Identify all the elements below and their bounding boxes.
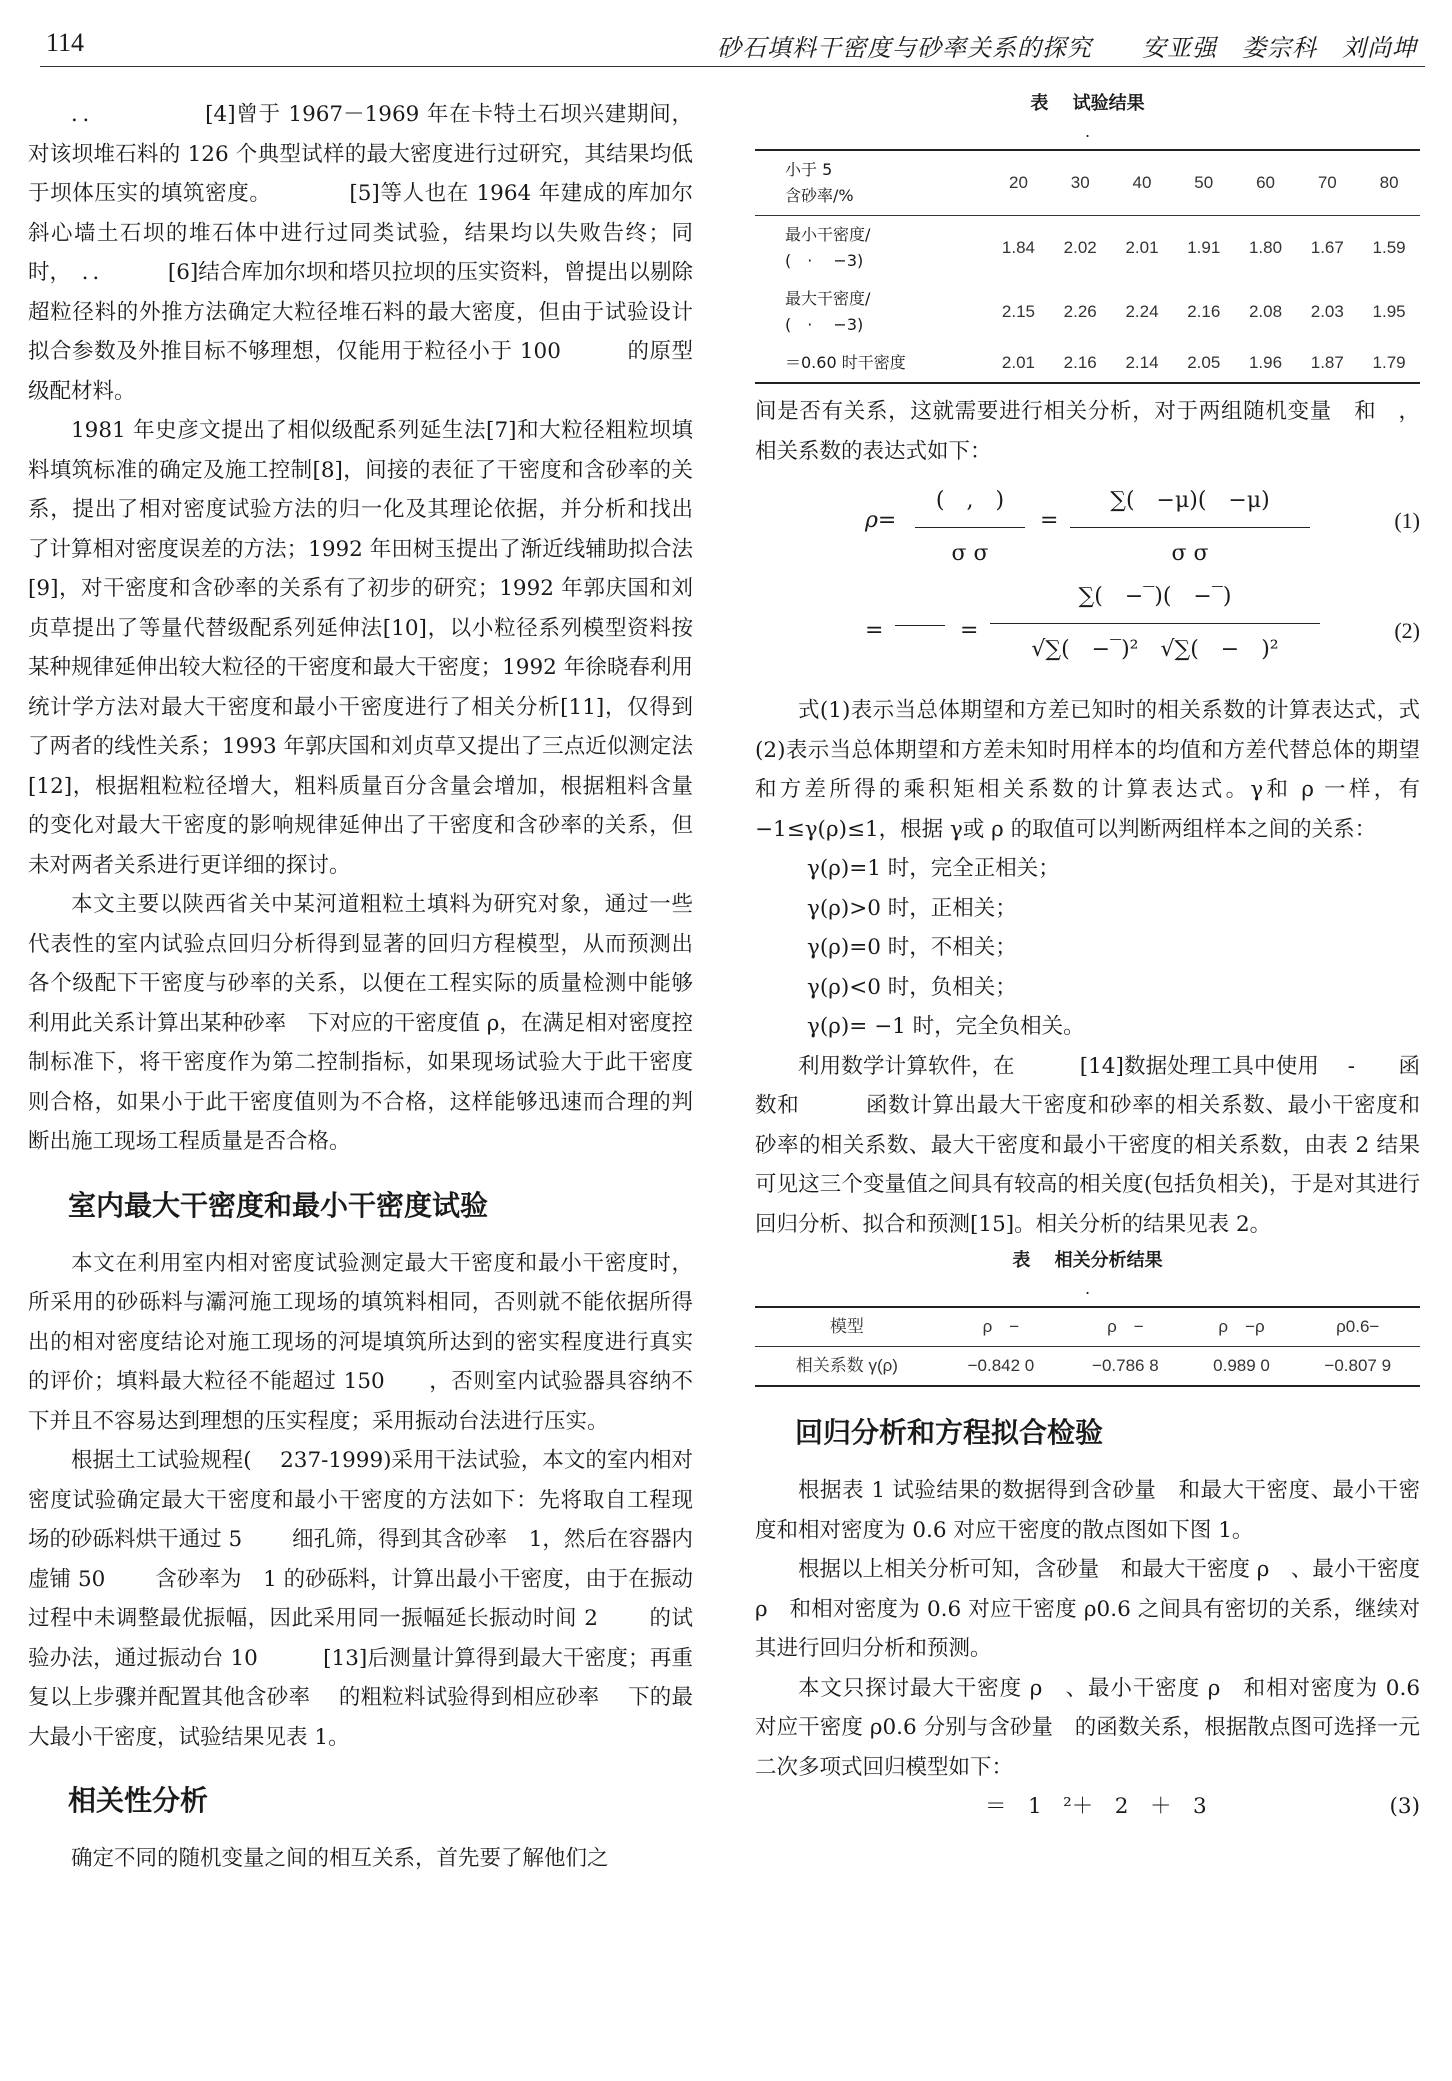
paragraph: 本文只探讨最大干密度 ρ 、最小干密度 ρ 和相对密度为 0.6 对应干密度 ρ0.6 分别与含砂量 的函数关系，根据散点图可选择一元二次多项式回归模型如下： <box>755 1675 1420 1780</box>
table-header-cell: 50 <box>1173 150 1235 216</box>
paragraph: ．． [4]曾于 1967－1969 年在卡特土石坝兴建期间，对该坝堆石料的 126 个典型试样的最大密度进行过研究，其结果均低于坝体压实的填筑密度。 [5]等人也在 1964 年建成的库加尔斜心墙土石坝的堆石体中进行过同类试验，结果均以失败告终；同时， ．． [6]结合库加尔坝和塔贝拉坝的压实资料，曾提出以剔除超粒径料的外推方法确定大粒径堆石料的最大密度，但由于试验设计拟合参数及外推目标不够理想，仅能用于粒径小于 100 的原型级配材料。 <box>28 102 693 404</box>
paragraph: 间是否有关系，这就需要进行相关分析，对于两组随机变量 和 ，相关系数的表达式如下： <box>755 399 1420 464</box>
table-cell: 2.15 <box>1001 302 1035 321</box>
table-cell: 1.59 <box>1372 238 1406 257</box>
section-heading: 相关性分析 <box>68 1784 209 1817</box>
paragraph: 1981 年史彦文提出了相似级配系列延生法[7]和大粒径粗粒坝填料填筑标准的确定及施工控制[8]，间接的表征了干密度和含砂率的关系，提出了相对密度试验方法的归一化及其理论依据，并分析和找出了计算相对密度误差的方法；1992 年田树玉提出了渐近线辅助拟合法[9]，对干密度和含砂率的关系有了初步的研究；1992 年郭庆国和刘贞草提出了等量代替级配系列延伸法[10]，以小粒径系列模型资料按某种规律延伸出较大粒径的干密度和最大干密度；1992 年徐晓春利用统计学方法对最大干密度和最小干密度进行了相关分析[11]，仅得到了两者的线性关系；1993 年郭庆国和刘贞草又提出了三点近似测定法[12]，根据粗粒粒径增大，粗料质量百分含量会增加，根据粗料含量的变化对最大干密度的影响规律延伸出了干密度和含砂率的关系，但未对两者关系进行更详细的探讨。 <box>28 418 693 878</box>
table-subtitle: . <box>1084 1279 1091 1298</box>
eq-denominator: σ σ <box>1171 540 1209 566</box>
eq-expression: ＝ 1 ²＋ 2 ＋ 3 <box>985 1794 1207 1819</box>
table-cell: 1.84 <box>1001 238 1035 257</box>
eq-denominator: √∑( −‾)² √∑( − )² <box>1031 636 1279 662</box>
section-heading: 室内最大干密度和最小干密度试验 <box>68 1188 489 1222</box>
results-table <box>755 149 1420 384</box>
table-header-row <box>755 150 1420 216</box>
equation-number: (1) <box>1394 508 1420 533</box>
table-header-cell: 30 <box>1049 150 1111 216</box>
table-1 <box>755 91 1420 384</box>
table-cell: 2.16 <box>1187 302 1221 321</box>
table-cell: 2.26 <box>1063 302 1097 321</box>
table-header-cell: ρ − <box>1063 1307 1187 1347</box>
paragraph: 式(1)表示当总体期望和方差已知时的相关系数的计算表达式，式(2)表示当总体期望和方差未知时用样本的均值和方差代替总体的期望和方差所得的乘积矩相关系数的计算表达式。γ和 ρ 一样，有 −1≤γ(ρ)≤1，根据 γ或 ρ 的取值可以判断两组样本之间的关系： <box>755 698 1420 842</box>
table-cell: 2.05 <box>1173 344 1235 383</box>
table-header-cell <box>755 150 988 216</box>
condition-item: γ(ρ)=0 时，不相关； <box>807 935 1017 960</box>
eq-symbol: = <box>865 618 884 643</box>
table-cell: 1.67 <box>1310 238 1344 257</box>
right-column <box>755 95 1420 1827</box>
page-number: 114 <box>46 28 85 57</box>
eq-fraction-bar <box>895 625 945 626</box>
equation-number: (2) <box>1394 618 1420 643</box>
table-subtitle: . <box>1084 122 1091 141</box>
equation-3 <box>755 1787 1420 1827</box>
table-title: 表 试验结果 <box>1030 93 1145 114</box>
table-cell: 2.14 <box>1111 344 1173 383</box>
paragraph: 确定不同的随机变量之间的相互关系，首先要了解他们之 <box>71 1846 609 1871</box>
table-cell: 1.96 <box>1235 344 1297 383</box>
section-heading: 回归分析和方程拟合检验 <box>795 1416 1104 1449</box>
eq-symbol: = <box>1040 508 1059 533</box>
table-header-cell: 60 <box>1235 150 1297 216</box>
table-header-cell: 模型 <box>755 1307 939 1347</box>
table-row <box>755 1347 1420 1387</box>
eq-fraction <box>1070 481 1310 573</box>
eq-symbol: = <box>960 618 979 643</box>
table-cell: −0.786 8 <box>1063 1347 1187 1387</box>
eq-fraction <box>990 577 1320 669</box>
equation-1 <box>755 471 1420 571</box>
row-label-line: 最小干密度/ <box>785 225 871 244</box>
eq-numerator: ∑( −μ)( −μ) <box>1070 481 1310 528</box>
table-row <box>755 280 1420 344</box>
condition-item: γ(ρ)<0 时，负相关； <box>807 974 1017 1000</box>
table-header-cell: 20 <box>988 150 1050 216</box>
running-title: 砂石填料干密度与砂率关系的探究 安亚强 娄宗科 刘尚坤 <box>717 34 1417 62</box>
table-header-cell: 70 <box>1296 150 1358 216</box>
paragraph: 根据以上相关分析可知，含砂量 和最大干密度 ρ 、最小干密度 ρ 和相对密度为 0.6 对应干密度 ρ0.6 之间具有密切的关系，继续对其进行回归分析和预测。 <box>755 1557 1420 1661</box>
row-label-line: 最大干密度/ <box>785 289 871 308</box>
table-header-cell: ρ − <box>939 1307 1063 1347</box>
table-cell: 0.989 0 <box>1188 1347 1296 1387</box>
paragraph: 根据土工试验规程( 237-1999)采用干法试验，本文的室内相对密度试验确定最大干密度和最小干密度的方法如下：先将取自工程现场的砂砾料烘干通过 5 细孔筛，得到其含砂率 1，然后在容器内虚铺 50 含砂率为 1 的砂砾料，计算出最小干密度，由于在振动过程中未调整最优振幅，因此采用同一振幅延长振动时间 2 的试验办法，通过振动台 10 [13]后测量计算得到最大干密度；再重复以上步骤并配置其他含砂率 的粗粒料试验得到相应砂率 下的最大最小干密度，试验结果见表 1。 <box>28 1448 693 1750</box>
table-cell: 2.01 <box>988 344 1050 383</box>
table-header-cell: 40 <box>1111 150 1173 216</box>
table-cell: −0.807 9 <box>1296 1347 1421 1387</box>
table-cell: 1.95 <box>1372 302 1406 321</box>
table-header-cell: 80 <box>1358 150 1420 216</box>
condition-item: γ(ρ)= −1 时，完全负相关。 <box>807 1014 1085 1039</box>
paragraph: 利用数学计算软件，在 [14]数据处理工具中使用 - 函数和 函数计算出最大干密度和砂率的相关系数、最小干密度和砂率的相关系数、最大干密度和最小干密度的相关系数，由表 2 结果可见这三个变量值之间具有较高的相关度(包括负相关)，于是对其进行回归分析、拟合和预测[15]。相关分析的结果见表 2。 <box>755 1053 1420 1237</box>
table-cell: 2.24 <box>1125 302 1159 321</box>
table-cell: 1.80 <box>1248 238 1283 257</box>
paragraph: 根据表 1 试验结果的数据得到含砂量 和最大干密度、最小干密度和相对密度为 0.6 对应干密度的散点图如下图 1。 <box>755 1478 1420 1543</box>
header-label: 小于 5 <box>785 160 833 179</box>
table-header-cell: ρ0.6− <box>1296 1307 1421 1347</box>
table-2 <box>755 1248 1420 1387</box>
eq-numerator: ( , ) <box>915 481 1025 528</box>
row-label: ＝0.60 时干密度 <box>755 344 988 383</box>
paragraph: 本文主要以陕西省关中某河道粗粒土填料为研究对象，通过一些代表性的室内试验点回归分析得到显著的回归方程模型，从而预测出各个级配下干密度与砂率的关系，以便在工程实际的质量检测中能够利用此关系计算出某种砂率 下对应的干密度值 ρ，在满足相对密度控制标准下，将干密度作为第二控制指标，如果现场试验大于此干密度则合格，如果小于此干密度值则为不合格，这样能够迅速而合理的判断出施工现场工程质量是否合格。 <box>28 892 693 1154</box>
table-cell: 2.01 <box>1125 238 1159 257</box>
eq-symbol: ρ= <box>865 508 897 533</box>
row-label-line: ( · −3) <box>785 251 864 270</box>
equation-number: (3) <box>1389 1794 1420 1819</box>
equation-2 <box>755 571 1420 691</box>
eq-numerator: ∑( −‾)( −‾) <box>990 577 1320 624</box>
table-cell: 2.02 <box>1063 238 1097 257</box>
condition-item: γ(ρ)>0 时，正相关； <box>807 895 1017 921</box>
table-cell: −0.842 0 <box>939 1347 1063 1387</box>
table-cell: 2.03 <box>1310 302 1344 321</box>
eq-fraction <box>915 481 1025 573</box>
table-row <box>755 216 1420 281</box>
table-title: 表 相关分析结果 <box>1012 1250 1163 1271</box>
row-label <box>755 216 988 281</box>
table-cell: 1.79 <box>1358 344 1420 383</box>
row-label: 相关系数 γ(ρ) <box>755 1347 939 1387</box>
table-cell: 2.08 <box>1248 302 1283 321</box>
page-header <box>40 22 1425 67</box>
table-cell: 1.87 <box>1296 344 1358 383</box>
condition-item: γ(ρ)=1 时，完全正相关； <box>807 856 1060 881</box>
table-header-cell: ρ −ρ <box>1188 1307 1296 1347</box>
correlation-table <box>755 1306 1420 1387</box>
header-label: 含砂率/% <box>785 186 854 205</box>
table-row <box>755 344 1420 383</box>
paragraph: 本文在利用室内相对密度试验测定最大干密度和最小干密度时，所采用的砂砾料与灞河施工现场的填筑料相同，否则就不能依据所得出的相对密度结论对施工现场的河堤填筑所达到的密实程度进行真实的评价；填料最大粒径不能超过 150 ，否则室内试验器具容纳不下并且不容易达到理想的压实程度；采用振动台法进行压实。 <box>28 1250 693 1434</box>
eq-denominator: σ σ <box>951 540 989 566</box>
row-label <box>755 280 988 344</box>
table-cell: 1.91 <box>1187 238 1221 257</box>
left-column <box>28 95 693 1879</box>
table-cell: 2.16 <box>1049 344 1111 383</box>
table-header-row <box>755 1307 1420 1347</box>
row-label-line: ( · −3) <box>785 315 864 334</box>
